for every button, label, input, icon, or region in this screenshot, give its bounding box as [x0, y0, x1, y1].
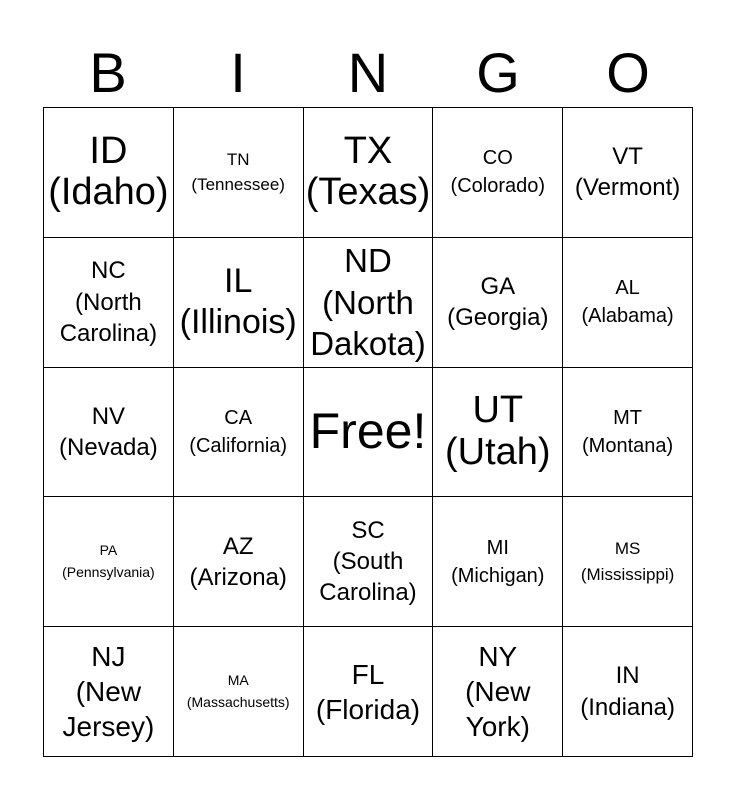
bingo-cell[interactable]: NC (North Carolina)	[44, 238, 174, 368]
bingo-cell[interactable]: SC (South Carolina)	[304, 497, 434, 627]
bingo-board	[43, 107, 693, 757]
header-letter-g: G	[476, 41, 520, 104]
bingo-cell[interactable]: PA (Pennsylvania)	[44, 497, 174, 627]
bingo-cell[interactable]: ID (Idaho)	[44, 108, 174, 238]
bingo-cell[interactable]: MI (Michigan)	[433, 497, 563, 627]
header-letter-n: N	[347, 41, 389, 104]
bingo-cell[interactable]: MT (Montana)	[563, 368, 693, 498]
bingo-cell[interactable]: NY (New York)	[433, 627, 563, 757]
bingo-cell[interactable]: UT (Utah)	[433, 368, 563, 498]
bingo-cell[interactable]: FL (Florida)	[304, 627, 434, 757]
bingo-cell[interactable]: ND (North Dakota)	[304, 238, 434, 368]
bingo-cell[interactable]: CA (California)	[174, 368, 304, 498]
header-letter-o: O	[606, 41, 650, 104]
bingo-cell[interactable]: MS (Mississippi)	[563, 497, 693, 627]
bingo-cell[interactable]: TX (Texas)	[304, 108, 434, 238]
bingo-cell[interactable]: AZ (Arizona)	[174, 497, 304, 627]
bingo-cell[interactable]: MA (Massachusetts)	[174, 627, 304, 757]
bingo-cell[interactable]: IN (Indiana)	[563, 627, 693, 757]
bingo-cell[interactable]: NJ (New Jersey)	[44, 627, 174, 757]
free-space-cell[interactable]: Free!	[304, 368, 434, 498]
bingo-cell[interactable]: NV (Nevada)	[44, 368, 174, 498]
bingo-cell[interactable]: TN (Tennessee)	[174, 108, 304, 238]
bingo-cell[interactable]: IL (Illinois)	[174, 238, 304, 368]
bingo-cell[interactable]: GA (Georgia)	[433, 238, 563, 368]
bingo-header	[43, 40, 693, 106]
header-letter-b: B	[89, 41, 127, 104]
bingo-cell[interactable]: VT (Vermont)	[563, 108, 693, 238]
header-letter-i: I	[230, 41, 246, 104]
bingo-cell[interactable]: CO (Colorado)	[433, 108, 563, 238]
bingo-cell[interactable]: AL (Alabama)	[563, 238, 693, 368]
